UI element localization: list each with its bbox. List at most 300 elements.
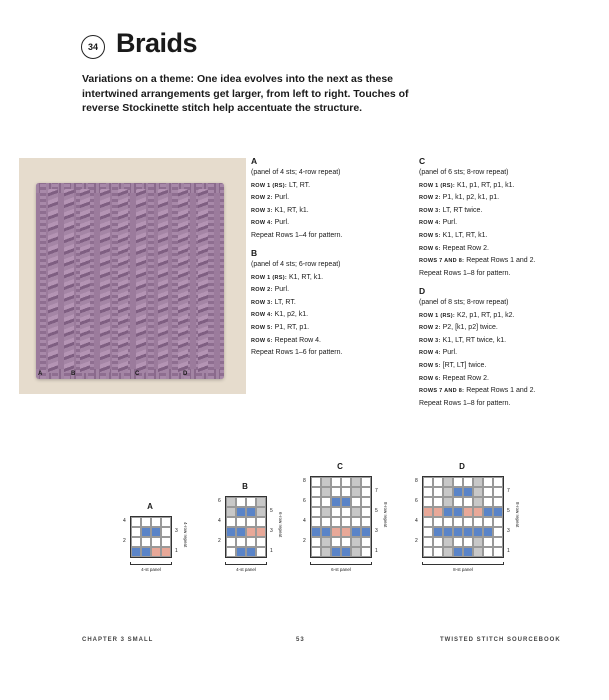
chart-cell <box>141 527 151 537</box>
chart-panel-bracket <box>130 562 172 565</box>
chart-cell <box>443 487 453 497</box>
pattern-letter: B <box>251 248 258 258</box>
chart-cell <box>453 517 463 527</box>
chart-cell <box>351 497 361 507</box>
chart-cell <box>423 537 433 547</box>
pattern-row <box>419 398 535 411</box>
chart-cell <box>453 547 463 557</box>
pattern-row <box>419 230 535 243</box>
chart-cell <box>463 497 473 507</box>
chart-cell <box>423 497 433 507</box>
chart-repeat-label: 4-row repeat <box>183 522 188 548</box>
chart-cell <box>453 527 463 537</box>
chart-panel-label: 4-st panel <box>236 567 256 572</box>
section-number-badge <box>81 35 105 59</box>
chart-panel-label: 8-st panel <box>453 567 473 572</box>
pattern-row <box>251 230 342 243</box>
chart-cell <box>341 527 351 537</box>
chart-cell <box>473 477 483 487</box>
chart-cell <box>443 507 453 517</box>
row-label: ROW 3: <box>419 337 441 344</box>
chart-cell <box>256 537 266 547</box>
chart-cell <box>141 517 151 527</box>
pattern-row <box>419 255 535 268</box>
row-label: ROW 5: <box>419 232 441 239</box>
pattern-row <box>419 310 535 323</box>
chart-cell <box>321 507 331 517</box>
pattern-subtitle: (panel of 6 sts; 8-row repeat) <box>419 169 509 176</box>
chart-cell <box>321 547 331 557</box>
chart-cell <box>493 507 503 517</box>
chart-cell <box>131 517 141 527</box>
chart-cell <box>321 517 331 527</box>
chart-cell <box>131 547 141 557</box>
row-instruction: K2, p1, RT, p1, k2. <box>456 311 515 319</box>
chart-cell <box>483 527 493 537</box>
chart-row-number-left: 4 <box>303 518 306 524</box>
row-instruction: Purl. <box>274 219 290 227</box>
chart-cell <box>423 547 433 557</box>
chart-cell <box>226 517 236 527</box>
chart-cell <box>226 507 236 517</box>
chart-cell <box>453 507 463 517</box>
chart-cell <box>226 537 236 547</box>
chart-cell <box>493 497 503 507</box>
chart-repeat-label: 8-row repeat <box>383 502 388 528</box>
row-instruction: LT, RT twice. <box>442 206 483 214</box>
chart-cell <box>246 517 256 527</box>
chart-row-number-right: 1 <box>507 548 510 554</box>
row-label: ROW 2: <box>419 325 441 332</box>
chart-cell <box>321 487 331 497</box>
row-label: ROWS 7 AND 8: <box>419 258 465 265</box>
chart-cell <box>463 517 473 527</box>
chart-cell <box>331 517 341 527</box>
chart-cell <box>311 477 321 487</box>
chart-cell <box>311 497 321 507</box>
chart-repeat-label: 8-row repeat <box>515 502 520 528</box>
chart-cell <box>433 507 443 517</box>
chart-grid <box>225 496 267 558</box>
chart-cell <box>453 477 463 487</box>
section-number: 34 <box>87 42 98 52</box>
chart-row-number-right: 1 <box>270 548 273 554</box>
chart-cell <box>311 547 321 557</box>
chart-row-number-right: 1 <box>375 548 378 554</box>
footer-book-title: TWISTED STITCH SOURCEBOOK <box>440 637 561 643</box>
row-instruction: Repeat Row 2. <box>442 374 489 382</box>
chart-cell <box>331 507 341 517</box>
chart-panel-bracket <box>310 562 372 565</box>
pattern-a <box>251 156 342 243</box>
photo-label-b: B <box>71 371 76 377</box>
chart-cell <box>341 507 351 517</box>
photo-label-c: C <box>135 371 140 377</box>
chart-cell <box>351 487 361 497</box>
row-label: ROW 1 (RS): <box>251 274 287 281</box>
chart-cell <box>483 487 493 497</box>
pattern-row <box>251 192 342 205</box>
chart-cell <box>493 487 503 497</box>
pattern-c <box>419 156 535 280</box>
swatch-cable <box>178 189 188 373</box>
chart-cell <box>311 487 321 497</box>
chart-cell <box>433 527 443 537</box>
chart-letter: A <box>147 502 153 511</box>
chart-cell <box>351 527 361 537</box>
chart-cell <box>443 537 453 547</box>
row-instruction: K1, LT, RT twice, k1. <box>442 336 507 344</box>
chart-cell <box>341 517 351 527</box>
row-instruction: P1, RT, p1. <box>274 323 310 331</box>
chart-cell <box>443 517 453 527</box>
chart-cell <box>493 517 503 527</box>
row-instruction: Repeat Rows 1–4 for pattern. <box>251 231 343 239</box>
row-instruction: LT, RT. <box>274 298 296 306</box>
row-instruction: Repeat Row 4. <box>274 336 321 344</box>
pattern-row <box>251 284 342 297</box>
chart-cell <box>483 507 493 517</box>
swatch-cable <box>118 189 128 373</box>
chart-row-number-left: 2 <box>218 538 221 544</box>
row-instruction: Purl. <box>274 194 290 202</box>
row-instruction: Repeat Rows 1–8 for pattern. <box>419 399 511 407</box>
knitted-swatch <box>36 183 224 379</box>
chart-cell <box>463 477 473 487</box>
swatch-cable <box>80 189 90 373</box>
chart-letter: B <box>242 482 248 491</box>
pattern-row <box>419 243 535 256</box>
row-label: ROW 4: <box>419 220 441 227</box>
chart-cell <box>473 547 483 557</box>
chart-cell <box>423 487 433 497</box>
chart-row-number-right: 5 <box>270 508 273 514</box>
pattern-letter: A <box>251 156 258 166</box>
pattern-row <box>419 385 535 398</box>
chart-cell <box>151 537 161 547</box>
pattern-row <box>251 309 342 322</box>
swatch-cable <box>198 189 208 373</box>
row-instruction: Repeat Rows 1 and 2. <box>466 257 536 265</box>
chart-cell <box>151 517 161 527</box>
chart-cell <box>463 527 473 537</box>
chart-row-number-right: 5 <box>507 508 510 514</box>
chart-cell <box>351 537 361 547</box>
chart-cell <box>463 537 473 547</box>
chart-cell <box>256 507 266 517</box>
chart-cell <box>351 547 361 557</box>
chart-cell <box>341 487 351 497</box>
chart-cell <box>161 537 171 547</box>
chart-cell <box>236 517 246 527</box>
row-instruction: Purl. <box>274 286 290 294</box>
pattern-letter: C <box>419 156 426 166</box>
chart-row-number-right: 7 <box>507 488 510 494</box>
chart-cell <box>423 527 433 537</box>
chart-cell <box>433 547 443 557</box>
chart-row-number-right: 7 <box>375 488 378 494</box>
row-instruction: Purl. <box>442 219 458 227</box>
chart-cell <box>256 497 266 507</box>
footer-chapter: CHAPTER 3 SMALL <box>82 637 154 643</box>
row-instruction: Repeat Rows 1–8 for pattern. <box>419 269 511 277</box>
pattern-row <box>419 192 535 205</box>
row-instruction: Repeat Rows 1–6 for pattern. <box>251 349 343 357</box>
chart-cell <box>311 527 321 537</box>
row-instruction: K1, p2, k1. <box>274 311 309 319</box>
intro-paragraph: Variations on a theme: One idea evolves into the next as these intertwined arrangements get larger, from left to right. Touches of reverse Stockinette stitch help accentuate the structure. <box>82 73 409 115</box>
chart-cell <box>331 537 341 547</box>
chart-cell <box>246 527 256 537</box>
chart-cell <box>236 527 246 537</box>
chart-cell <box>433 477 443 487</box>
chart-cell <box>256 527 266 537</box>
pattern-subtitle: (panel of 4 sts; 4-row repeat) <box>251 169 341 176</box>
chart-cell <box>493 527 503 537</box>
row-instruction: K1, LT, RT, k1. <box>442 231 488 239</box>
row-instruction: Repeat Row 2. <box>442 244 489 252</box>
chart-row-number-right: 3 <box>175 528 178 534</box>
row-label: ROW 2: <box>419 195 441 202</box>
chart-cell <box>226 547 236 557</box>
chart-row-number-right: 3 <box>270 528 273 534</box>
chart-cell <box>321 477 331 487</box>
chart-cell <box>331 547 341 557</box>
row-label: ROW 4: <box>419 350 441 357</box>
chart-cell <box>473 507 483 517</box>
pattern-row <box>419 268 535 281</box>
pattern-b <box>251 248 342 360</box>
chart-cell <box>493 477 503 487</box>
row-label: ROW 2: <box>251 195 273 202</box>
chart-cell <box>423 507 433 517</box>
chart-row-number-right: 3 <box>375 528 378 534</box>
chart-cell <box>236 507 246 517</box>
row-label: ROW 6: <box>251 337 273 344</box>
swatch-photo <box>19 158 246 394</box>
pattern-row <box>251 297 342 310</box>
chart-cell <box>361 497 371 507</box>
pattern-row <box>419 205 535 218</box>
chart-cell <box>311 507 321 517</box>
chart-cell <box>361 487 371 497</box>
chart-cell <box>321 527 331 537</box>
footer-page-number: 53 <box>296 637 305 643</box>
chart-cell <box>311 517 321 527</box>
chart-cell <box>341 547 351 557</box>
chart-row-number-left: 2 <box>123 538 126 544</box>
chart-cell <box>331 497 341 507</box>
row-label: ROW 3: <box>419 207 441 214</box>
page-title: Braids <box>116 28 198 58</box>
chart-cell <box>321 537 331 547</box>
chart-cell <box>141 547 151 557</box>
chart-cell <box>463 507 473 517</box>
chart-cell <box>341 497 351 507</box>
pattern-row <box>251 217 342 230</box>
row-label: ROW 1 (RS): <box>251 182 287 189</box>
chart-cell <box>463 487 473 497</box>
chart-cell <box>493 547 503 557</box>
chart-row-number-left: 2 <box>415 538 418 544</box>
chart-row-number-left: 8 <box>415 478 418 484</box>
chart-cell <box>443 497 453 507</box>
swatch-cable <box>158 189 168 373</box>
row-label: ROW 4: <box>251 220 273 227</box>
row-label: ROW 6: <box>419 245 441 252</box>
chart-cell <box>361 477 371 487</box>
row-label: ROW 1 (RS): <box>419 312 455 319</box>
row-instruction: K1, p1, RT, p1, k1. <box>456 181 515 189</box>
chart-cell <box>483 477 493 487</box>
chart-cell <box>443 547 453 557</box>
chart-cell <box>331 477 341 487</box>
row-label: ROWS 7 AND 8: <box>419 388 465 395</box>
chart-cell <box>463 547 473 557</box>
pattern-row <box>419 373 535 386</box>
chart-cell <box>131 527 141 537</box>
chart-row-number-left: 4 <box>123 518 126 524</box>
pattern-row <box>251 322 342 335</box>
chart-cell <box>433 487 443 497</box>
chart-cell <box>433 517 443 527</box>
pattern-row <box>419 180 535 193</box>
chart-cell <box>236 547 246 557</box>
chart-panel-label: 6-st panel <box>331 567 351 572</box>
chart-cell <box>141 537 151 547</box>
row-label: ROW 3: <box>251 299 273 306</box>
chart-cell <box>361 527 371 537</box>
chart-cell <box>256 547 266 557</box>
chart-cell <box>161 547 171 557</box>
chart-cell <box>351 477 361 487</box>
pattern-row <box>419 360 535 373</box>
chart-cell <box>226 497 236 507</box>
chart-cell <box>341 537 351 547</box>
chart-cell <box>236 537 246 547</box>
chart-cell <box>351 517 361 527</box>
chart-cell <box>423 517 433 527</box>
chart-row-number-right: 5 <box>375 508 378 514</box>
chart-cell <box>331 487 341 497</box>
chart-cell <box>453 537 463 547</box>
swatch-rib <box>208 183 214 379</box>
chart-panel-label: 4-st panel <box>141 567 161 572</box>
chart-cell <box>246 547 256 557</box>
chart-panel-bracket <box>422 562 504 565</box>
pattern-d <box>419 286 535 410</box>
pattern-row <box>251 335 342 348</box>
chart-row-number-left: 6 <box>415 498 418 504</box>
row-instruction: [RT, LT] twice. <box>442 361 487 369</box>
row-instruction: LT, RT. <box>288 181 311 189</box>
row-instruction: Purl. <box>442 349 458 357</box>
chart-cell <box>321 497 331 507</box>
chart-cell <box>131 537 141 547</box>
pattern-subtitle: (panel of 8 sts; 8-row repeat) <box>419 299 509 306</box>
pattern-subtitle: (panel of 4 sts; 6-row repeat) <box>251 261 341 268</box>
chart-cell <box>473 537 483 547</box>
chart-grid <box>130 516 172 558</box>
chart-cell <box>226 527 236 537</box>
chart-cell <box>151 547 161 557</box>
row-label: ROW 4: <box>251 312 273 319</box>
chart-cell <box>483 497 493 507</box>
row-instruction: Repeat Rows 1 and 2. <box>466 387 536 395</box>
chart-row-number-right: 3 <box>507 528 510 534</box>
pattern-row <box>419 217 535 230</box>
chart-letter: D <box>459 462 465 471</box>
pattern-row <box>419 322 535 335</box>
chart-cell <box>161 527 171 537</box>
swatch-rib <box>148 183 154 379</box>
chart-cell <box>473 487 483 497</box>
chart-cell <box>361 547 371 557</box>
chart-row-number-left: 6 <box>303 498 306 504</box>
pattern-letter: D <box>419 286 426 296</box>
chart-row-number-left: 4 <box>218 518 221 524</box>
chart-grid <box>310 476 372 558</box>
chart-cell <box>473 497 483 507</box>
chart-cell <box>483 537 493 547</box>
chart-grid <box>422 476 504 558</box>
row-label: ROW 5: <box>251 324 273 331</box>
row-label: ROW 1 (RS): <box>419 182 455 189</box>
chart-cell <box>236 497 246 507</box>
chart-cell <box>473 527 483 537</box>
chart-cell <box>423 477 433 487</box>
chart-cell <box>151 527 161 537</box>
swatch-cable <box>100 189 110 373</box>
pattern-row <box>419 347 535 360</box>
chart-cell <box>473 517 483 527</box>
chart-repeat-label: 6-row repeat <box>278 512 283 538</box>
photo-label-d: D <box>183 371 188 377</box>
pattern-row <box>251 180 342 193</box>
row-instruction: P1, k1, p2, k1, p1. <box>442 194 500 202</box>
chart-cell <box>246 507 256 517</box>
swatch-cable <box>136 189 146 373</box>
chart-letter: C <box>337 462 343 471</box>
chart-row-number-left: 6 <box>218 498 221 504</box>
swatch-cable <box>64 189 74 373</box>
chart-cell <box>361 517 371 527</box>
chart-panel-bracket <box>225 562 267 565</box>
chart-row-number-left: 8 <box>303 478 306 484</box>
row-label: ROW 2: <box>251 287 273 294</box>
row-instruction: K1, RT, k1. <box>274 206 309 214</box>
pattern-row <box>251 205 342 218</box>
chart-cell <box>483 547 493 557</box>
chart-cell <box>433 537 443 547</box>
chart-cell <box>483 517 493 527</box>
chart-row-number-left: 4 <box>415 518 418 524</box>
chart-cell <box>341 477 351 487</box>
chart-cell <box>443 527 453 537</box>
row-instruction: P2, [k1, p2] twice. <box>442 324 498 332</box>
chart-cell <box>433 497 443 507</box>
swatch-rib <box>220 183 224 379</box>
swatch-rib <box>40 183 46 379</box>
chart-cell <box>493 537 503 547</box>
chart-row-number-right: 1 <box>175 548 178 554</box>
chart-cell <box>246 497 256 507</box>
chart-cell <box>361 507 371 517</box>
chart-cell <box>256 517 266 527</box>
row-instruction: K1, RT, k1. <box>288 273 324 281</box>
chart-cell <box>246 537 256 547</box>
row-label: ROW 5: <box>419 362 441 369</box>
